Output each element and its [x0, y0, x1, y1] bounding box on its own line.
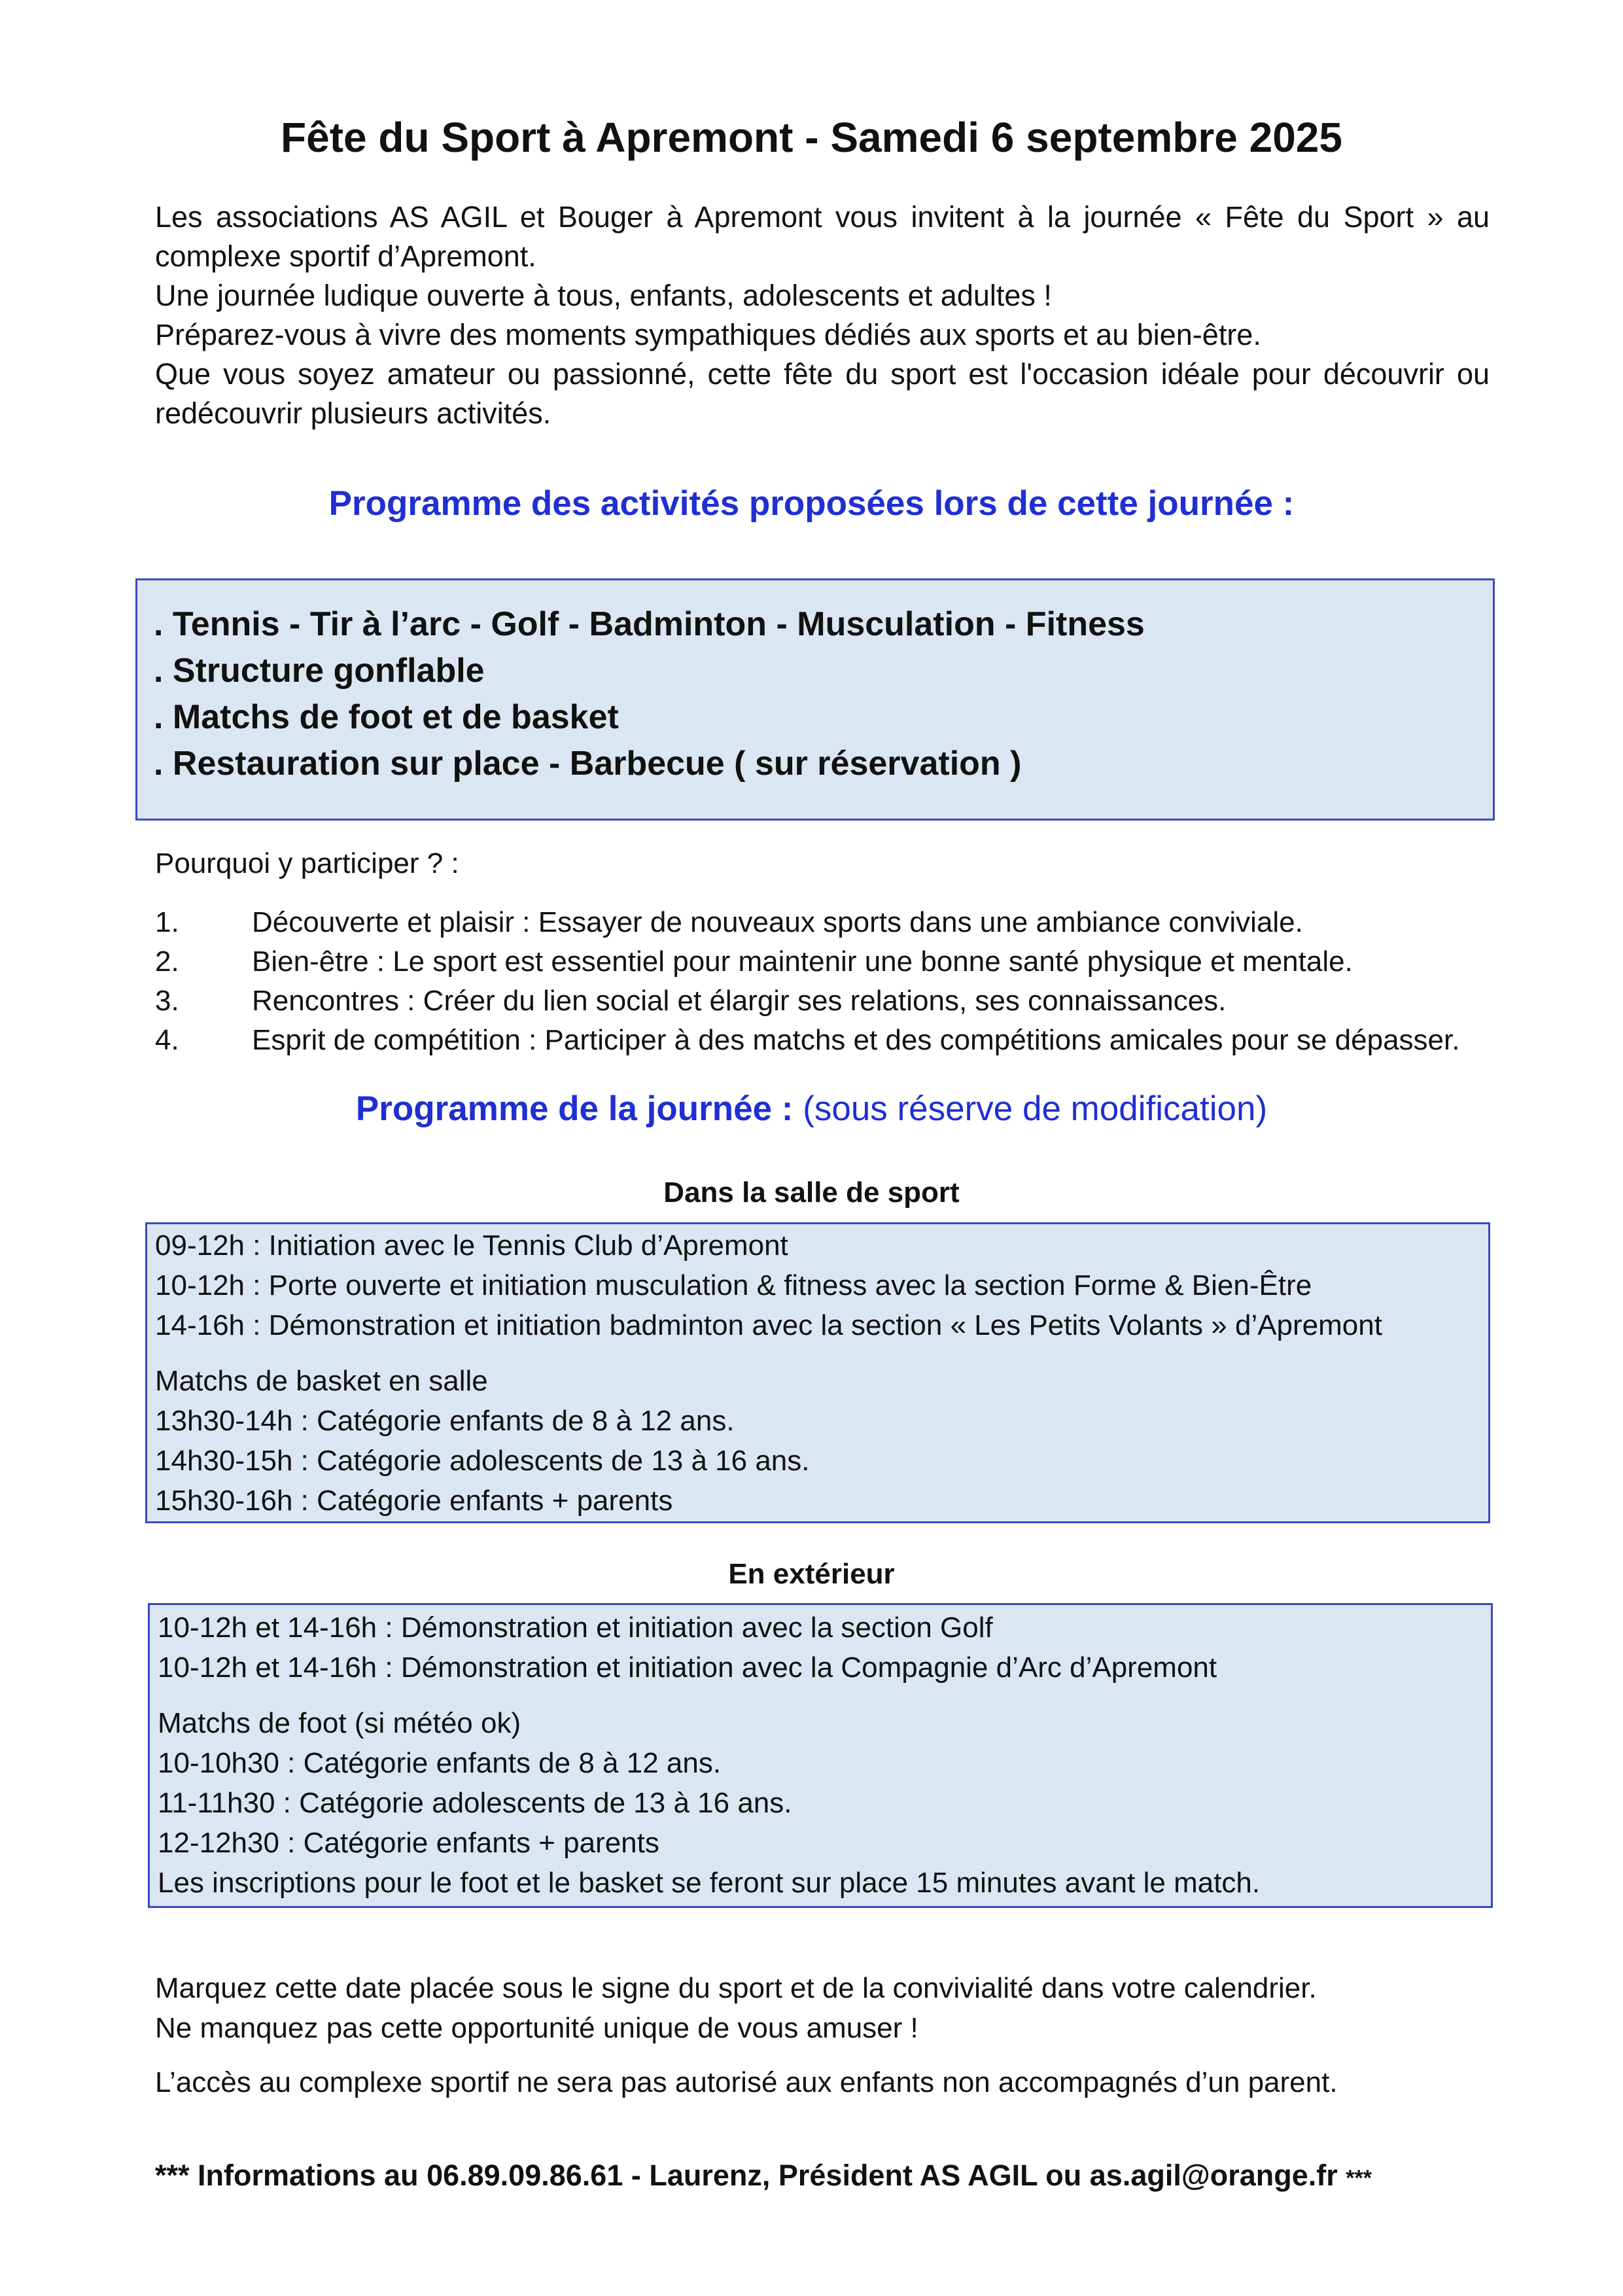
contact-info: *** Informations au 06.89.09.86.61 - Laurenz, Président AS AGIL ou as.agil@orange.fr [155, 2159, 1338, 2192]
indoor-heading: Dans la salle de sport [663, 1176, 960, 1209]
schedule-line: 10-12h et 14-16h : Démonstration et initiation avec la Compagnie d’Arc d’Apremont [158, 1651, 1217, 1684]
registration-note: Les inscriptions pour le foot et le basket se feront sur place 15 minutes avant le match. [158, 1867, 1261, 1899]
closing-text [155, 1968, 1338, 2102]
schedule-line: 14h30-15h : Catégorie adolescents de 13 à 16 ans. [155, 1445, 810, 1477]
schedule-line: 11-11h30 : Catégorie adolescents de 13 à 16 ans. [158, 1787, 792, 1819]
list-text: Bien-être : Le sport est essentiel pour maintenir une bonne santé physique et mentale. [252, 945, 1353, 978]
list-text: Esprit de compétition : Participer à des matchs et des compétitions amicales pour se dépasser. [252, 1024, 1460, 1056]
schedule-line: 14-16h : Démonstration et initiation badminton avec la section « Les Petits Volants » d’Apremont [155, 1309, 1382, 1341]
schedule-line: 12-12h30 : Catégorie enfants + parents [158, 1827, 659, 1859]
why-list [155, 903, 1459, 1060]
activity-item: . Restauration sur place - Barbecue ( sur réservation ) [154, 745, 1022, 783]
contact-footer [155, 2156, 1372, 2198]
schedule-heading-note: (sous réserve de modification) [803, 1089, 1268, 1128]
intro-paragraph-4: Que vous soyez amateur ou passionné, cette fête du sport est l'occasion idéale pour découvrir ou redécouvrir plusieurs activités. [155, 357, 1490, 430]
list-item [155, 1021, 1459, 1060]
intro-paragraph-3: Préparez-vous à vivre des moments sympathiques dédiés aux sports et au bien-être. [155, 318, 1261, 351]
intro-paragraph-1: Les associations AS AGIL et Bouger à Apremont vous invitent à la journée « Fête du Sport » au complexe sportif d’Apremont. [155, 200, 1490, 273]
indoor-schedule-box [145, 1222, 1490, 1523]
why-label: Pourquoi y participer ? : [155, 847, 459, 879]
schedule-line: 09-12h : Initiation avec le Tennis Club d’Apremont [155, 1229, 788, 1262]
basket-matches-title: Matchs de basket en salle [155, 1365, 488, 1397]
list-item [155, 942, 1459, 981]
schedule-line: 10-12h : Porte ouverte et initiation musculation & fitness avec la section Forme & Bien-Être [155, 1269, 1312, 1301]
schedule-heading [0, 1086, 1623, 1132]
access-notice: L’accès au complexe sportif ne sera pas autorisé aux enfants non accompagnés d’un parent. [155, 2066, 1338, 2098]
schedule-line: 10-12h et 14-16h : Démonstration et initiation avec la section Golf [158, 1612, 993, 1644]
footer-stars: *** [1346, 2166, 1372, 2191]
list-number: 2. [155, 945, 179, 978]
schedule-line: 10-10h30 : Catégorie enfants de 8 à 12 ans. [158, 1747, 722, 1779]
activity-item: . Tennis - Tir à l’arc - Golf - Badminton - Musculation - Fitness [154, 605, 1145, 643]
list-item [155, 981, 1459, 1021]
list-text: Rencontres : Créer du lien social et élargir ses relations, ses connaissances. [252, 985, 1227, 1017]
activity-item: . Matchs de foot et de basket [154, 698, 619, 736]
intro-paragraph-2: Une journée ludique ouverte à tous, enfants, adolescents et adultes ! [155, 279, 1052, 312]
list-text: Découverte et plaisir : Essayer de nouveaux sports dans une ambiance conviviale. [252, 906, 1303, 938]
list-number: 3. [155, 985, 179, 1017]
intro-text [155, 198, 1490, 433]
closing-line: Marquez cette date placée sous le signe du sport et de la convivialité dans votre calendrier. [155, 1972, 1317, 2004]
activities-box [135, 578, 1495, 821]
outdoor-schedule-box [148, 1603, 1493, 1908]
activity-item: . Structure gonflable [154, 652, 485, 690]
foot-matches-title: Matchs de foot (si météo ok) [158, 1707, 521, 1739]
list-item [155, 903, 1459, 942]
list-number: 1. [155, 906, 179, 938]
schedule-line: 15h30-16h : Catégorie enfants + parents [155, 1485, 673, 1517]
outdoor-heading: En extérieur [728, 1558, 895, 1590]
list-number: 4. [155, 1024, 179, 1056]
closing-line: Ne manquez pas cette opportunité unique de vous amuser ! [155, 2012, 918, 2044]
activities-heading: Programme des activités proposées lors de cette journée : [328, 484, 1295, 523]
page-title: Fête du Sport à Apremont - Samedi 6 septembre 2025 [281, 114, 1342, 161]
schedule-heading-title: Programme de la journée : [355, 1089, 794, 1128]
schedule-line: 13h30-14h : Catégorie enfants de 8 à 12 ans. [155, 1405, 735, 1437]
